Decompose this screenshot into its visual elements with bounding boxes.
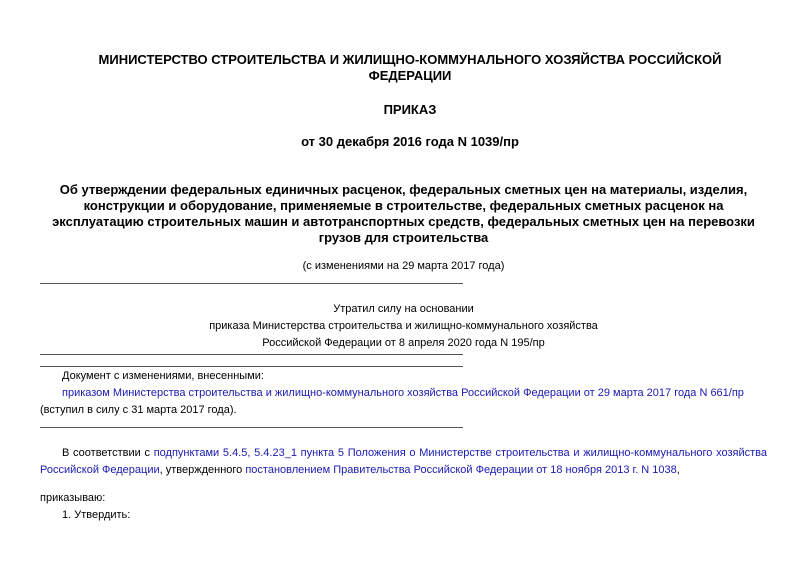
p1-start: В соответствии с xyxy=(62,447,154,459)
p1-mid: , утвержденного xyxy=(159,464,246,476)
rule-top xyxy=(40,283,463,284)
amendment-link[interactable]: приказом Министерства строительства и жилищно-коммунального хозяйства Российской Федерации от 29 марта 2017 года N 661/пр xyxy=(62,387,744,399)
ministry-title: МИНИСТЕРСТВО СТРОИТЕЛЬСТВА И ЖИЛИЩНО-КОММУНАЛЬНОГО ХОЗЯЙСТВА РОССИЙСКОЙ ФЕДЕРАЦИИ xyxy=(98,52,722,83)
changes-effective: (вступил в силу с 31 марта 2017 года). xyxy=(40,404,237,416)
changes-paragraph xyxy=(40,385,767,402)
regulation-link[interactable]: подпунктами 5.4.5, 5.4.23_1 пункта 5 Положения о Министерстве строительства и жилищно-коммунального хозяйства Российской Федерации xyxy=(40,447,768,476)
p1-end: , xyxy=(676,464,680,476)
rule-changes xyxy=(40,427,463,428)
status-line-1: Утратил силу на основании xyxy=(333,303,474,315)
status-line-3: Российской Федерации от 8 апреля 2020 года N 195/пр xyxy=(262,337,545,349)
orders-text: приказываю: xyxy=(40,492,106,504)
doc-subject: Об утверждении федеральных единичных расценок, федеральных сметных цен на материалы, изделия, конструкции и оборудование, применяемые в строительстве, федеральных сметных расценок на эксплуатацию строительных машин и автотранспортных средств, федеральных сметных цен на перевозки грузов для строительства xyxy=(52,182,755,245)
changes-intro: Документ с изменениями, внесенными: xyxy=(62,370,264,382)
amendments-note: (с изменениями на 29 марта 2017 года) xyxy=(302,260,505,272)
rule-status-1 xyxy=(40,354,463,355)
doc-date-number: от 30 декабря 2016 года N 1039/пр xyxy=(301,134,519,149)
body-paragraph-1 xyxy=(40,445,767,479)
resolution-link[interactable]: постановлением Правительства Российской Федерации от 18 ноября 2013 г. N 1038 xyxy=(245,464,677,476)
changes-block xyxy=(40,368,767,419)
doc-type: ПРИКАЗ xyxy=(383,102,437,117)
rule-status-2 xyxy=(40,366,463,367)
status-line-2: приказа Министерства строительства и жилищно-коммунального хозяйства xyxy=(209,320,598,332)
item-1: 1. Утвердить: xyxy=(62,509,131,521)
